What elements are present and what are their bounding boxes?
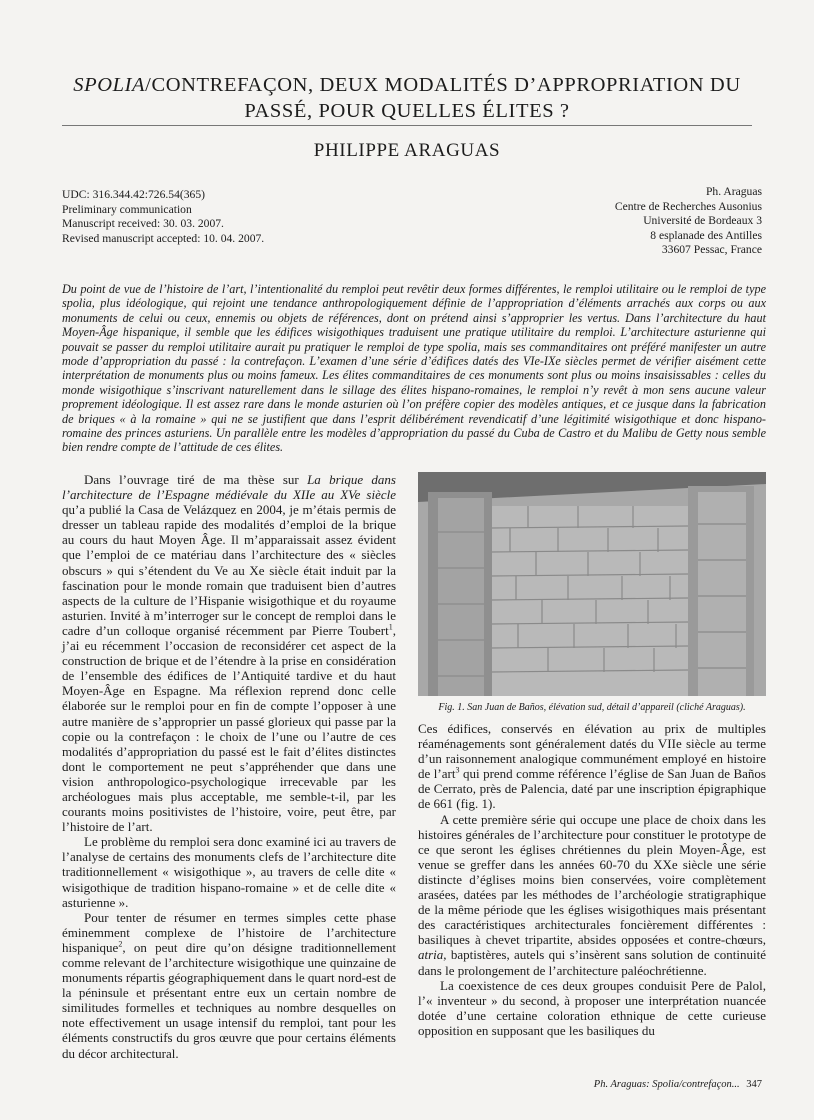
paragraph-5: A cette première série qui occupe une place de choix dans les histoires générales de l’architecture pour constituer le prototype de ce que seront les églises chrétiennes du plein Moyen-Âge, est venue se greffer dans les années 60-70 du XXe siècle une série distincte d’églises moins bien conservées, voire complètement arasées, datées par les méthodes de l’archéologie stratigraphique de la même période que les églises wisigothiques mais présentant des caractéristiques architecturales foncièrement différentes : basiliques à chevet tripartite, absides opposées et contre-chœurs, atria, baptistères, autels qui s’insèrent sans solution de continuité dans le prolongement de l’architecture paléochrétienne. (418, 811, 766, 978)
udc-code: UDC: 316.344.42:726.54(365) (62, 188, 205, 201)
address-line-3: 8 esplanade des Antilles (650, 228, 762, 242)
manuscript-meta (62, 188, 264, 246)
author-name: PHILIPPE ARAGUAS (313, 140, 501, 161)
book-title: La brique dans l’architecture de l’Espagne médiévale du XIIe au XVe siècle (62, 472, 396, 503)
article-title (40, 72, 774, 124)
received-date: Manuscript received: 30. 03. 2007. (62, 217, 224, 231)
title-italic: SPOLIA (73, 74, 146, 96)
paragraph-1: Dans l’ouvrage tiré de ma thèse sur La brique dans l’architecture de l’Espagne médiévale du XIIe au XVe siècle qu’a publié la Casa de Velázquez en 2004, je m’étais permis de dresser un tableau rapide des modalités d’emploi de la brique au cours du haut Moyen Âge. Il m’apparaissait assez évident que l’emploi de ce matériau dans l’architecture des « siècles obscurs » qui s’étendent du Ve au Xe siècle était induit par la fascination pour le monde romain que traduisent bien d’autres aspects de la culture de l’Hispanie wisigothique et du royaume asturien. Invité à m’interroger sur le concept de remploi dans le cadre d’un colloque organisé récemment par Pierre Toubert$^1$, j’ai eu récemment l’occasion de reconsidérer cet aspect de la construction de brique et de l’étendre à la prise en considération de l’ensemble des édifices de l’Antiquité tardive et du haut Moyen-Âge en Espagne. Ma réflexion reprend donc celle élaborée sur le remploi pour en fin de compte l’opposer à une autre manière de s’approprier un passé glorieux qui passe par la copie ou la contrefaçon : le choix de l’une ou l’autre de ces modalités d’appropriation du passé est le fait d’élites distinctes dont le comportement ne peut s’appréhender que dans une vision anthropologico-psychologique irrecevable par les archéologues mais plus acceptable, me semble-t-il, par les courants moins positivistes de l’histoire, voire, peut être, par l’histoire de l’art. (62, 472, 396, 835)
paragraph-6: La coexistence de ces deux groupes conduisit Pere de Palol, l’« inventeur » du second, à proposer une interprétation nuancée dotée d’une certaine coloration ethnique de cette curieuse opposition en supposant que les basiliques du (418, 977, 766, 1038)
body-column-right (418, 721, 766, 1038)
page-footer (594, 1079, 762, 1090)
accepted-date: Revised manuscript accepted: 10. 04. 2007. (62, 231, 265, 245)
footnote-ref-2[interactable]: 2 (118, 939, 123, 949)
figure-photo (418, 472, 766, 696)
figure-caption: Fig. 1. San Juan de Baños, élévation sud, détail d’appareil (cliché Araguas). (438, 702, 746, 713)
title-rule (62, 125, 752, 126)
address-line-4: 33607 Pessac, France (661, 243, 762, 257)
paragraph-3: Pour tenter de résumer en termes simples cette phase éminemment complexe de l’histoire de l’architecture hispanique$^2$, on peut dire qu’on désigne traditionnellement comme relevant de l’architecture wisigothique une quinzaine de monuments répartis géographiquement dans le quart nord-est de la péninsule et présentant entre eux un certain nombre de similitudes formelles et techniques au nombre desquelles on note effectivement un usage intensif du remploi, tant pour les éléments constructifs du gros œuvre que pour certains éléments du décor architectural. (62, 909, 396, 1061)
masonry-photo-illustration (418, 472, 766, 696)
author-address (615, 185, 762, 258)
address-name: Ph. Araguas (705, 185, 762, 198)
paragraph-4: Ces édifices, conservés en élévation au prix de multiples réaménagements sont généralement datés du VIIe siècle au terme d’un raisonnement analogique communément employé en histoire de l’art$^3$ qui prend comme référence l’église de San Juan de Baños de Cerrato, près de Palencia, daté par une inscription épigraphique de 661 (fig. 1). (418, 721, 766, 812)
abstract: Du point de vue de l’histoire de l’art, l’intentionalité du remploi peut revêtir deux formes différentes, le remploi utilitaire ou le remploi de type spolia, plus idéologique, qui rejoint une tendance anthropologiquement définie de l’appropriation d’éléments arrachés aux corps ou aux monuments de celui ou ceux, ennemis ou objets de références, dont on prétend ainsi s’approprier les vertus. Dans l’architecture du haut Moyen-Âge hispanique, il semble que les édifices wisigothiques traduisent une pratique utilitaire du remploi. L’architecture asturienne qui pouvait se passer du remploi utilitaire aurait pu pratiquer le remploi de type spolia, mais ses commanditaires ont préféré manifester un autre mode d’appropriation du passé : la contrefaçon. L’examen d’une série d’édifices datés des VIe-IXe siècles permet de vérifier aisément cette interprétation de monuments plus ou moins fameux. Les élites commanditaires de ces monuments sont plus ou moins insaisissables : celles du monde wisigothique s’inscrivant naturellement dans le sillage des élites hispano-romaines, le remploi n’y revêt à mon sens aucune valeur proprement idéologique. Il est assez rare dans le monde asturien où l’on préfère copier des modèles antiques, et ce jusque dans la fabrication de briques « à la romaine » qui ne se justifient que dans l’esprit délibérément revendicatif d’une légitimité wisigothique et donc hispano-romaine des princes asturiens. Un parallèle entre les modèles d’appropriation du passé du Cuba de Castro et du Malibu de Getty nous semble bien rendre compte de l’attitude de ces élites. (62, 282, 766, 455)
address-line-2: Université de Bordeaux 3 (643, 214, 762, 228)
title-text: /CONTREFAÇON, DEUX MODALITÉS D’APPROPRIATION DU PASSÉ, POUR QUELLES ÉLITES ? (145, 74, 741, 122)
article-type: Preliminary communication (62, 202, 192, 216)
italic-term-atria: atria (418, 947, 444, 963)
body-column-left (62, 472, 396, 1061)
running-head: Ph. Araguas: Spolia/contrefaçon... (593, 1079, 740, 1090)
page-number: 347 (746, 1079, 762, 1090)
address-line-1: Centre de Recherches Ausonius (614, 199, 762, 213)
footnote-ref-1[interactable]: 1 (388, 622, 393, 632)
paragraph-2: Le problème du remploi sera donc examiné ici au travers de l’analyse de certains des monuments clefs de l’architecture dite traditionnellement « wisigothique », au travers de celle dite « wisigothique de tradition hispano-romaine » et de celle dite « asturienne ». (62, 834, 396, 910)
footnote-ref-3[interactable]: 3 (455, 765, 460, 775)
